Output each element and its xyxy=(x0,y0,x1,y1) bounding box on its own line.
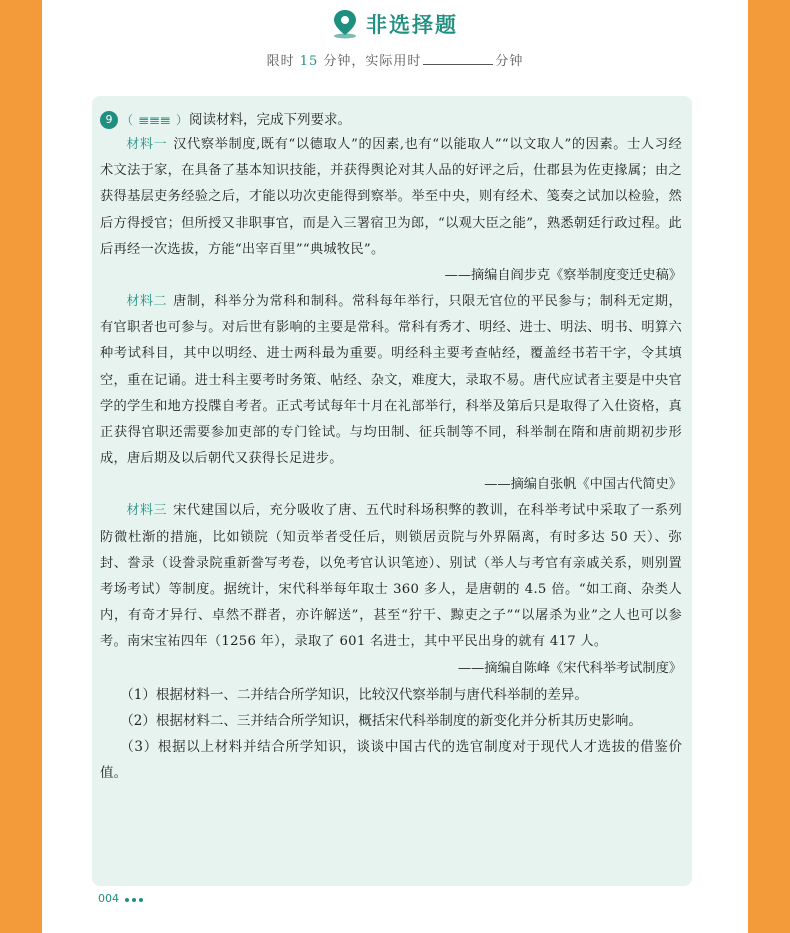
material-label: 材料一 xyxy=(126,137,168,152)
material-2 xyxy=(100,289,682,472)
page-title: 非选择题 xyxy=(366,13,458,37)
question-header xyxy=(100,108,682,132)
actual-time-blank[interactable] xyxy=(423,52,493,65)
material-label: 材料二 xyxy=(126,294,168,310)
time-limit-line xyxy=(42,50,748,69)
question-instruction: 阅读材料，完成下列要求。 xyxy=(189,112,352,128)
time-minutes: 15 xyxy=(299,54,319,69)
material-text: 宋代建国以后，充分吸收了唐、五代时科场积弊的教训，在科举考试中采取了一系列防微杜渐的措施，比如锁院（知贡举者受任后，则锁居贡院与外界隔离，有时多达 50 天）、弥封、誊录（设誊录院重新誊写考卷，以免考官认识笔迹）、别试（举人与考官有亲戚关系，则别置考场考试）等制度。据统计，宋代科举每年取士 360 多人，是唐朝的 4.5 倍。“如工商、杂类人内，有奇才异行、卓然不群者，亦许解送”，甚至“狞干、黥吏之子”“以屠杀为业”之人也可以参考。南宋宝祐四年（1256 年），录取了 601 名进士，其中平民出身的就有 417 人。 xyxy=(100,503,682,650)
material-label: 材料三 xyxy=(126,503,168,519)
material-1 xyxy=(100,132,682,263)
page-footer xyxy=(98,892,146,905)
question-box xyxy=(92,96,692,886)
subquestion-3: （3）根据以上材料并结合所学知识，谈谈中国古代的选官制度对于现代人才选拔的借鉴价值。 xyxy=(100,738,682,781)
material-3 xyxy=(100,498,682,655)
location-pin-icon xyxy=(332,9,358,39)
page xyxy=(42,0,748,933)
material-text: 汉代察举制度,既有“以德取人”的因素,也有“以能取人”“以文取人”的因素。士人习经术文法于家，在具备了基本知识技能，并获得舆论对其人品的好评之后，仕郡县为佐吏掾属；由之获得基层吏务经验之后，才能以功次吏能得到察举。举至中央，则有经术、笺奏之试加以检验，然后方得授官；但所授又非职事官，而是入三署宿卫为郎，“以观大臣之能”，熟悉朝廷行政过程。此后再经一次选拔，方能“出宰百里”“典城牧民”。 xyxy=(100,137,682,257)
title-row xyxy=(42,6,748,42)
material-text: 唐制，科举分为常科和制科。常科每年举行，只限无官位的平民参与；制科无定期，有官职者也可参与。对后世有影响的主要是常科。常科有秀才、明经、进士、明法、明书、明算六种考试科目，其中以明经、进士两科最为重要。明经科主要考查帖经，覆盖经书若干字，令其填空，重在记诵。进士科主要考时务策、帖经、杂文，难度大，录取不易。唐代应试者主要是中央官学的学生和地方投牒自考者。正式考试每年十月在礼部举行，科举及第后只是取得了入仕资格，真正获得官职还需要参加吏部的专门铨试。与均田制、征兵制等不同，科举制在隋和唐前期初步形成，唐后期及以后朝代又获得长足进步。 xyxy=(100,294,682,467)
dots-icon xyxy=(125,892,146,905)
page-number: 004 xyxy=(98,892,119,905)
subquestion-2: （2）根据材料二、三并结合所学知识，概括宋代科举制度的新变化并分析其历史影响。 xyxy=(120,712,642,729)
time-middle: 分钟，实际用时 xyxy=(318,54,422,69)
material-source: ——摘编自阎步克《察举制度变迁史稿》 xyxy=(444,268,682,284)
difficulty-icon: （ 𝍣𝍣𝍣 ） xyxy=(121,113,190,127)
time-suffix: 分钟 xyxy=(495,54,524,69)
material-source: ——摘编自陈峰《宋代科举考试制度》 xyxy=(457,660,682,676)
subquestion-1: （1）根据材料一、二并结合所学知识，比较汉代察举制与唐代科举制的差异。 xyxy=(120,686,588,703)
material-source: ——摘编自张帆《中国古代简史》 xyxy=(484,477,682,493)
time-prefix: 限时 xyxy=(266,54,300,69)
question-number: 9 xyxy=(100,111,118,129)
